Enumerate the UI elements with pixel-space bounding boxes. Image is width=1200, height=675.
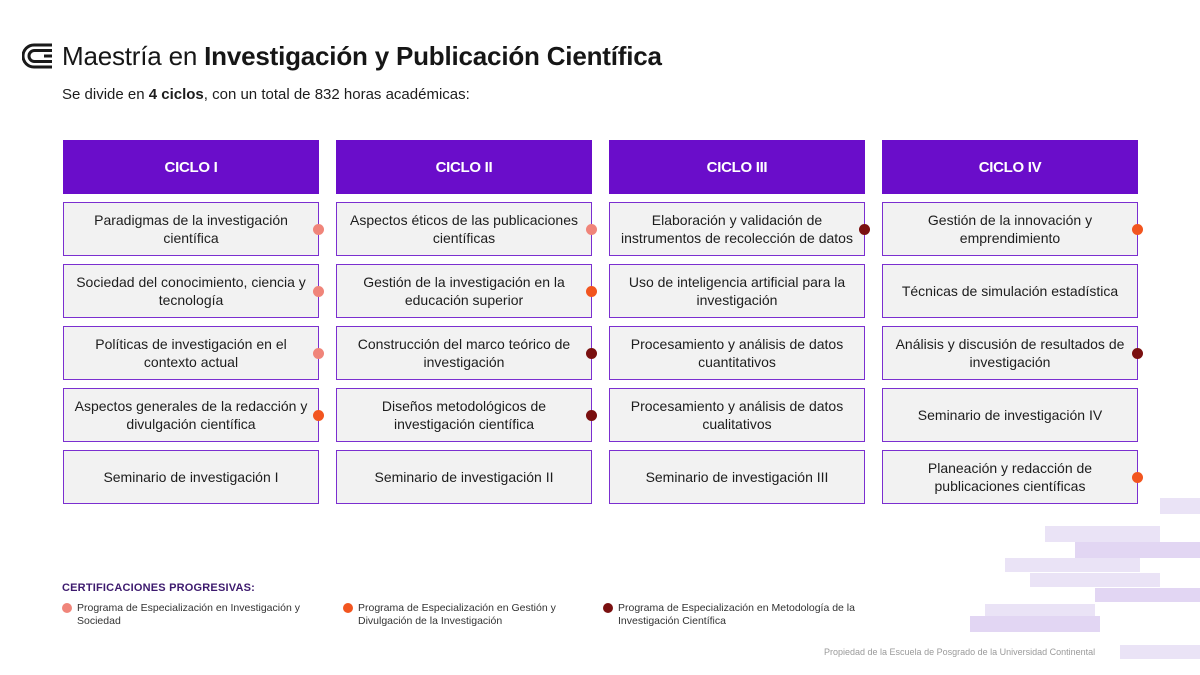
decor-stripe [1075,542,1200,558]
cycle-column-2 [336,140,592,485]
decor-stripe [1045,526,1160,542]
cert-dot-icon [1132,348,1143,359]
cycle-header: CICLO II [336,140,592,194]
course-name: Procesamiento y análisis de datos cuantitativos [630,336,844,370]
cycle-header: CICLO III [609,140,865,194]
course-name: Sociedad del conocimiento, ciencia y tecnología [76,274,306,308]
course-name: Seminario de investigación IV [917,407,1103,423]
cycle-header: CICLO I [63,140,319,194]
decor-stripe [1005,558,1140,572]
course-name: Elaboración y validación de instrumentos de recolección de datos [621,212,853,246]
course-name: Aspectos generales de la redacción y divulgación científica [74,398,308,432]
decor-stripe [1160,498,1200,514]
cycle-column-1 [63,140,319,485]
decor-stripe [1030,573,1160,587]
course-card [336,326,592,380]
course-card [63,264,319,318]
decor-stripe [1095,588,1200,602]
course-card [336,202,592,256]
cert-dot-icon [586,348,597,359]
cert-dot-icon [1132,472,1143,483]
legend-label: Programa de Especialización en Metodología de la Investigación Científica [618,602,855,627]
legend-dot-icon [343,603,353,613]
course-name: Políticas de investigación en el contexto actual [95,336,287,370]
legend-label: Programa de Especialización en Investigación y Sociedad [77,602,300,627]
cert-dot-icon [586,410,597,421]
course-name: Uso de inteligencia artificial para la investigación [628,274,846,308]
legend-dot-icon [62,603,72,613]
page-subtitle: Se divide en 4 ciclos, con un total de 832 horas académicas: [62,86,470,103]
course-name: Aspectos éticos de las publicaciones científicas [349,212,579,246]
course-card [882,388,1138,442]
course-name: Gestión de la investigación en la educación superior [363,274,565,308]
course-card [63,450,319,504]
course-card [336,388,592,442]
course-name: Gestión de la innovación y emprendimiento [927,212,1093,246]
course-name: Seminario de investigación I [103,469,279,485]
cycle-header: CICLO IV [882,140,1138,194]
cert-dot-icon [313,286,324,297]
cycle-column-4 [882,140,1138,494]
course-card [63,388,319,442]
course-name: Seminario de investigación II [374,469,554,485]
course-name: Diseños metodológicos de investigación científica [381,398,547,432]
course-card [609,388,865,442]
course-name: Seminario de investigación III [645,469,829,485]
cert-dot-icon [1132,224,1143,235]
legend-dot-icon [603,603,613,613]
legend-item-1 [62,602,312,628]
course-card [63,202,319,256]
brand-logo-icon [22,42,56,70]
cert-dot-icon [859,224,870,235]
course-card [63,326,319,380]
footer-text: Propiedad de la Escuela de Posgrado de la Universidad Continental [824,647,1096,657]
course-name: Planeación y redacción de publicaciones científicas [927,460,1093,494]
course-card [882,202,1138,256]
course-card [609,450,865,504]
decor-stripe [1120,645,1200,659]
cycle-column-3 [609,140,865,485]
decor-stripe [970,616,1100,632]
cert-dot-icon [586,286,597,297]
course-name: Construcción del marco teórico de investigación [357,336,571,370]
legend-item-3 [603,602,863,628]
course-name: Técnicas de simulación estadística [901,283,1119,299]
certifications-title: CERTIFICACIONES PROGRESIVAS: [62,582,256,594]
course-name: Paradigmas de la investigación científica [94,212,288,246]
course-card [882,326,1138,380]
course-card [882,450,1138,504]
course-card [336,450,592,504]
course-card [609,326,865,380]
legend-item-2 [343,602,583,628]
course-card [882,264,1138,318]
page-title: Maestría en Investigación y Publicación Científica [62,41,662,71]
course-card [609,264,865,318]
cert-dot-icon [313,348,324,359]
legend-label: Programa de Especialización en Gestión y Divulgación de la Investigación [358,602,556,627]
course-card [609,202,865,256]
course-name: Procesamiento y análisis de datos cualitativos [630,398,844,432]
course-name: Análisis y discusión de resultados de investigación [895,336,1125,370]
cert-dot-icon [586,224,597,235]
cert-dot-icon [313,224,324,235]
cert-dot-icon [313,410,324,421]
course-card [336,264,592,318]
